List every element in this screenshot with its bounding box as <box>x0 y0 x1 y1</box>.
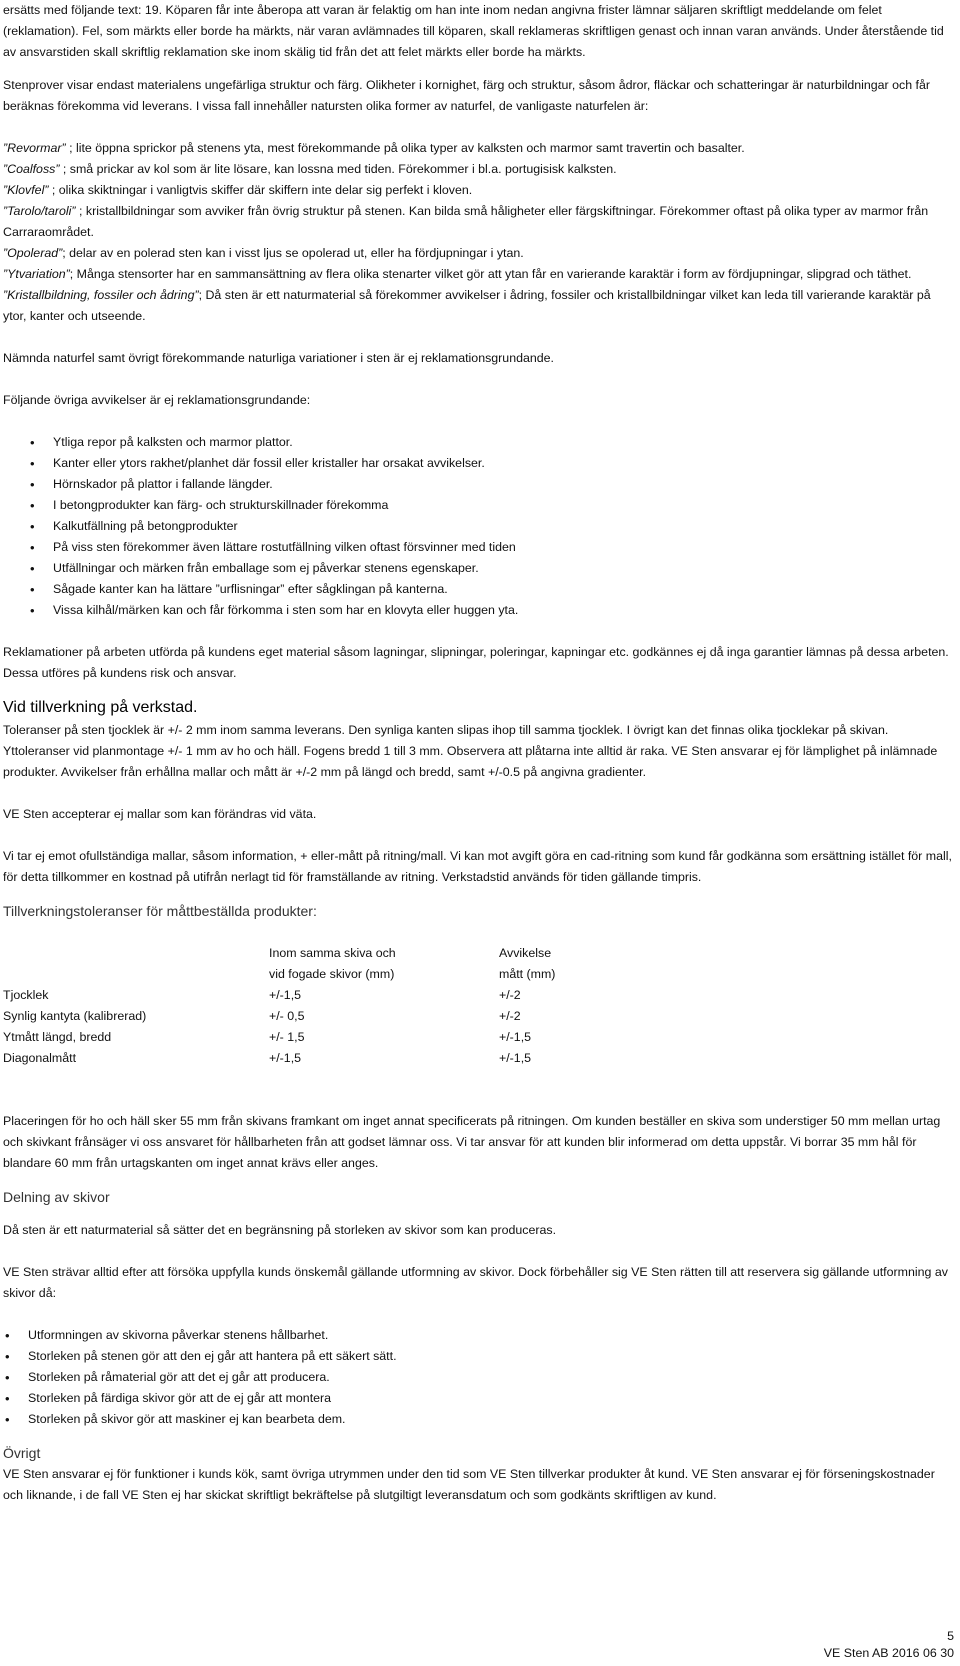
table-cell: +/-1,5 <box>269 988 302 1002</box>
defect-list <box>3 138 955 327</box>
tolerance-table <box>3 943 555 1069</box>
delning-heading: Delning av skivor <box>3 1189 110 1205</box>
page-number: 5 <box>947 1629 954 1643</box>
defect-description: ; delar av en polerad sten kan i visst ljus se opolerad ut, eller ha fördjupningar i ytan. <box>62 246 524 260</box>
defect-term: ”Klovfel” <box>3 183 52 197</box>
ofullstandiga-paragraph: Vi tar ej emot ofullständiga mallar, såsom information, + eller-mått på ritning/mall. Vi kan mot avgift göra en cad-ritning som kund får godkänna som ersättning istället för mall, för detta tillkommer en kostnad på utifrån nerlagt tid för framställande av ritning. Verkstadstid används för tiden gällande timpris. <box>3 849 952 884</box>
table-cell: Tjocklek <box>3 988 49 1002</box>
defect-description: ; Många stensorter har en sammansättning av flera olika stenarter vilket gör att ytan får en varierande karaktär i form av fördjupningar, slipgrad och täthet. <box>69 267 912 281</box>
defect-item <box>3 243 955 264</box>
table-cell: +/-2 <box>499 1009 521 1023</box>
verkstad-heading: Vid tillverkning på verkstad. <box>3 699 198 716</box>
defect-term: ”Kristallbildning, fossiler och ådring” <box>3 288 199 302</box>
table-cell: mått (mm) <box>499 967 556 981</box>
table-cell <box>3 964 269 985</box>
table-header-row <box>3 964 555 985</box>
list-item: • Storleken på råmaterial gör att det ej går att producera. <box>3 1367 955 1388</box>
defect-term: ”Coalfoss” <box>3 162 63 176</box>
table-cell: Ytmått längd, bredd <box>3 1030 112 1044</box>
table-cell: +/-1,5 <box>499 1051 532 1065</box>
stenprover-paragraph: Stenprover visar endast materialens ungefärliga struktur och färg. Olikheter i kornighet, färg och struktur, såsom ådror, fläckar och schatteringar är naturbildningar och får beräknas förekomma vid leverans. I vissa fall innehåller natursten olika former av naturfel, de vanligaste naturfelen är: <box>3 78 930 113</box>
list-item: • Sågade kanter kan ha lättare ”urflisningar” efter sågklingan på kanterna. <box>3 579 955 600</box>
list-item: • Hörnskador på plattor i fallande längder. <box>3 474 955 495</box>
table-cell: vid fogade skivor (mm) <box>269 967 395 981</box>
list-item: • Utfällningar och märken från emballage som ej påverkar stenens egenskaper. <box>3 558 955 579</box>
list-item: • Storleken på skivor gör att maskiner ej kan bearbeta dem. <box>3 1409 955 1430</box>
defect-term: ”Opolerad” <box>3 246 63 260</box>
doc-id: VE Sten AB 2016 06 30 <box>823 1646 954 1660</box>
delning-p1: Då sten är ett naturmaterial så sätter det en begränsning på storleken av skivor som kan produceras. <box>3 1223 557 1237</box>
defect-item <box>3 138 955 159</box>
list-item: • Vissa kilhål/märken kan och får förkomma i sten som har en klovyta eller huggen yta. <box>3 600 955 621</box>
list-item: • Kalkutfällning på betongprodukter <box>3 516 955 537</box>
table-title: Tillverkningstoleranser för måttbeställda produkter: <box>3 903 317 919</box>
defect-term: ”Tarolo/taroli” <box>3 204 79 218</box>
table-cell <box>3 943 269 964</box>
list-item: • Kanter eller ytors rakhet/planhet där fossil eller kristaller har orsakat avvikelser. <box>3 453 955 474</box>
table-row <box>3 1027 555 1048</box>
table-cell: +/-1,5 <box>269 1051 302 1065</box>
defect-term: ”Ytvariation” <box>3 267 70 281</box>
defect-item <box>3 180 955 201</box>
defect-item <box>3 159 955 180</box>
list-item: • Storleken på stenen gör att den ej går att hantera på ett säkert sätt. <box>3 1346 955 1367</box>
reklamationer-paragraph: Reklamationer på arbeten utförda på kundens eget material såsom lagningar, slipningar, poleringar, kapningar etc. godkännes ej då inga garantier lämnas på dessa arbeten. Dessa utföres på kundens risk och ansvar. <box>3 645 949 680</box>
list-item: • I betongprodukter kan färg- och strukturskillnader förekomma <box>3 495 955 516</box>
defect-description: ; kristallbildningar som avviker från övrig struktur på stenen. Kan bilda små håligheter eller färgskiftningar. Förekommer oftast på olika typer av marmor från Carraraområdet. <box>3 204 929 239</box>
defect-item <box>3 285 955 327</box>
table-cell: +/-2 <box>499 988 521 1002</box>
list-item: • Utformningen av skivorna påverkar stenens hållbarhet. <box>3 1325 955 1346</box>
defect-description: ; olika skiktningar i vanligtvis skiffer där skiffern inte delar sig perfekt i kloven. <box>51 183 473 197</box>
table-cell: Inom samma skiva och <box>269 946 396 960</box>
table-cell: +/- 0,5 <box>269 1009 305 1023</box>
delning-p2: VE Sten strävar alltid efter att försöka uppfylla kunds önskemål gällande utformning av skivor. Dock förbehåller sig VE Sten rätten till att reservera sig gällande utformning av skivor då: <box>3 1265 948 1300</box>
ovriga-intro: Följande övriga avvikelser är ej reklamationsgrundande: <box>3 393 311 407</box>
defect-term: ”Revormar” <box>3 141 70 155</box>
mallar-vata-paragraph: VE Sten accepterar ej mallar som kan förändras vid väta. <box>3 807 317 821</box>
table-cell: Avvikelse <box>499 946 552 960</box>
table-row <box>3 985 555 1006</box>
table-cell: Synlig kantyta (kalibrerad) <box>3 1009 147 1023</box>
intro-paragraph: ersätts med följande text: 19. Köparen får inte åberopa att varan är felaktig om han inte inom nedan angivna frister lämnar säljaren skriftligt meddelande om felet (reklamation). Fel, som märkts eller borde ha märkts, när varan avlämnades till köparen, skall reklameras skriftligen genast och innan varan används. Under återstående tid av ansvarstiden skall skriftlig reklamation ske inom skälig tid från det att felet märkts eller borde ha märkts. <box>3 3 944 59</box>
list-item: • Storleken på färdiga skivor gör att de ej går att montera <box>3 1388 955 1409</box>
ovrigt-paragraph: VE Sten ansvarar ej för funktioner i kunds kök, samt övriga utrymmen under den tid som VE Sten tillverkar produkter åt kund. VE Sten ansvarar ej för förseningskostnader och liknande, i de fall VE Sten ej har skickat skriftligt bekräftelse på slutgiltigt leveransdatum och som godkänts skriftligen av kund. <box>3 1467 935 1502</box>
table-cell: Diagonalmått <box>3 1051 77 1065</box>
defect-description: ; små prickar av kol som är lite lösare, kan lossna med tiden. Förekommer i bl.a. portugisisk kalksten. <box>62 162 617 176</box>
naturfel-summary: Nämnda naturfel samt övrigt förekommande naturliga variationer i sten är ej reklamationsgrundande. <box>3 351 554 365</box>
defect-description: ; lite öppna sprickor på stenens yta, mest förekommande på olika typer av kalksten och marmor samt travertin och basalter. <box>69 141 745 155</box>
table-row <box>3 1048 555 1069</box>
toleranser-paragraph: Toleranser på sten tjocklek är +/- 2 mm inom samma leverans. Den synliga kanten slipas ihop till samma tjocklek. I övrigt kan det finnas olika tjocklekar på skivan. Yttoleranser vid planmontage +/- 1 mm av ho och häll. Fogens bredd 1 till 3 mm. Observera att plåtarna inte alltid är raka. VE Sten ansvarar ej för lämplighet på inlämnade produkter. Avvikelser från erhållna mallar och mått är +/-2 mm på längd och bredd, samt +/-0.5 på angivna gradienter. <box>3 723 938 779</box>
delning-list <box>3 1325 955 1430</box>
page-footer <box>824 1628 954 1662</box>
table-cell: +/-1,5 <box>499 1030 532 1044</box>
table-header-row <box>3 943 555 964</box>
list-item: • På viss sten förekommer även lättare rostutfällning vilken oftast försvinner med tiden <box>3 537 955 558</box>
table-row <box>3 1006 555 1027</box>
ovriga-list <box>3 432 955 621</box>
defect-description: ; Då sten är ett naturmaterial så förekommer avvikelser i ådring, fossiler och kristallbildningar vilket kan leda till varierande karaktär på ytor, kanter och utseende. <box>3 288 931 323</box>
ovrigt-heading: Övrigt <box>3 1445 41 1461</box>
list-item: • Ytliga repor på kalksten och marmor plattor. <box>3 432 955 453</box>
document-page <box>3 0 955 1506</box>
table-cell: +/- 1,5 <box>269 1030 305 1044</box>
defect-item <box>3 264 955 285</box>
placeringen-paragraph: Placeringen för ho och häll sker 55 mm från skivans framkant om inget annat specificerats på ritningen. Om kunden beställer en skiva som understiger 50 mm mellan urtag och skivkant frånsäger vi oss ansvaret för hållbarheten från att godset lämnar oss. Vi tar ansvar för att kunden blir informerad om detta uppstår. Vi borrar 35 mm hål för blandare 60 mm från urtagskanten om inget annat krävs eller anges. <box>3 1114 941 1170</box>
defect-item <box>3 201 955 243</box>
